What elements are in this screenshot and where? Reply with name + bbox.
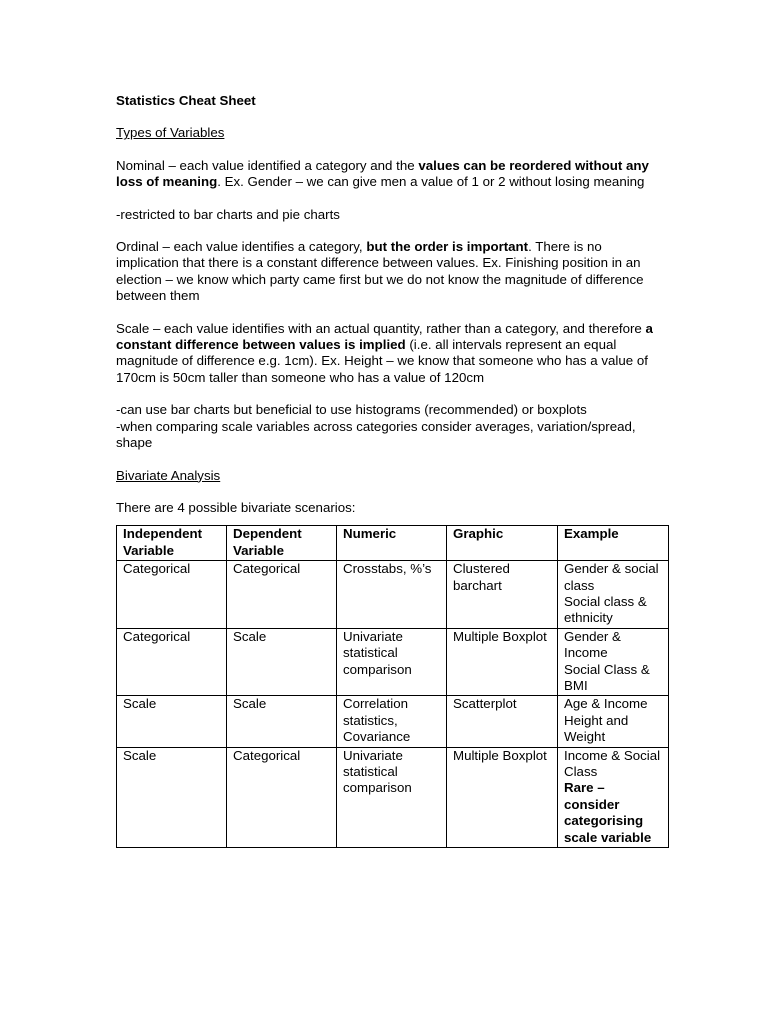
- scale-paragraph: [116, 321, 656, 387]
- table-cell-examples: [558, 747, 669, 847]
- document-title: Statistics Cheat Sheet: [116, 93, 256, 108]
- nominal-note: -restricted to bar charts and pie charts: [116, 206, 340, 222]
- table-cell: Scale: [117, 696, 227, 747]
- table-cell: Crosstabs, %’s: [337, 561, 447, 629]
- column-header: Independent Variable: [117, 526, 227, 561]
- table-cell: Clustered barchart: [447, 561, 558, 629]
- table-cell-examples: [558, 561, 669, 629]
- example-line: Social Class & BMI: [564, 661, 650, 693]
- table-cell: Scale: [227, 628, 337, 696]
- example-note: Rare – consider categorising scale variable: [564, 780, 652, 845]
- nominal-text-lead: Nominal – each value identified a category and the: [116, 157, 419, 173]
- column-header: Graphic: [447, 526, 558, 561]
- table-cell: Multiple Boxplot: [447, 747, 558, 847]
- scale-note-line: -can use bar charts but beneficial to use histograms (recommended) or boxplots: [116, 402, 587, 418]
- bivariate-intro: There are 4 possible bivariate scenarios:: [116, 499, 356, 515]
- table-cell: Univariate statistical comparison: [337, 747, 447, 847]
- example-line: Income & Social Class: [564, 747, 661, 779]
- example-line: Age & Income: [564, 696, 648, 712]
- example-line: Gender & Income: [564, 628, 621, 661]
- scale-text-bold: a constant difference between values is implied: [116, 320, 653, 353]
- types-of-variables-heading: Types of Variables: [116, 125, 225, 141]
- bivariate-analysis-heading: Bivariate Analysis: [116, 467, 221, 483]
- example-line: Height and Weight: [564, 712, 629, 745]
- table-cell: Categorical: [227, 747, 337, 847]
- table-cell: Correlation statistics, Covariance: [337, 696, 447, 747]
- table-cell: Univariate statistical comparison: [337, 628, 447, 696]
- example-line: Social class & ethnicity: [564, 593, 647, 626]
- scale-text-lead: Scale – each value identifies with an actual quantity, rather than a category, and therefore: [116, 320, 646, 336]
- nominal-paragraph: [116, 158, 656, 191]
- table-row: [117, 696, 669, 747]
- nominal-text-bold: values can be reordered without any loss of meaning: [116, 157, 649, 190]
- table-cell: Multiple Boxplot: [447, 628, 558, 696]
- nominal-text-tail: . Ex. Gender – we can give men a value of 1 or 2 without losing meaning: [217, 174, 645, 190]
- scale-notes: [116, 402, 656, 451]
- column-header: Dependent Variable: [227, 526, 337, 561]
- ordinal-paragraph: [116, 239, 656, 305]
- bivariate-scenarios-table: [116, 525, 669, 848]
- scale-text-tail: (i.e. all intervals represent an equal magnitude of difference e.g. 1cm). Ex. Height – we know that someone who has a value of 170cm is 50cm taller than someone who has a value of 120cm: [116, 337, 648, 385]
- column-header: Example: [558, 526, 669, 561]
- ordinal-text-tail: . There is no implication that there is a constant difference between values. Ex. Finishing position in an election – we know which party came first but we do not know the magnitude of difference between them: [116, 239, 644, 304]
- ordinal-text-bold: but the order is important: [366, 239, 529, 255]
- table-cell: Scale: [117, 747, 227, 847]
- ordinal-text-lead: Ordinal – each value identifies a category,: [116, 239, 367, 255]
- table-cell-examples: [558, 628, 669, 696]
- table-header-row: [117, 526, 669, 561]
- table-cell: Categorical: [227, 561, 337, 629]
- table-row: [117, 628, 669, 696]
- example-line: Gender & social class: [564, 561, 659, 593]
- table-cell: Scatterplot: [447, 696, 558, 747]
- table-row: [117, 561, 669, 629]
- table-cell-examples: [558, 696, 669, 747]
- table-cell: Categorical: [117, 628, 227, 696]
- table-cell: Scale: [227, 696, 337, 747]
- table-row: [117, 747, 669, 847]
- table-cell: Categorical: [117, 561, 227, 629]
- column-header: Numeric: [337, 526, 447, 561]
- scale-note-line: -when comparing scale variables across categories consider averages, variation/spread, shape: [116, 418, 636, 451]
